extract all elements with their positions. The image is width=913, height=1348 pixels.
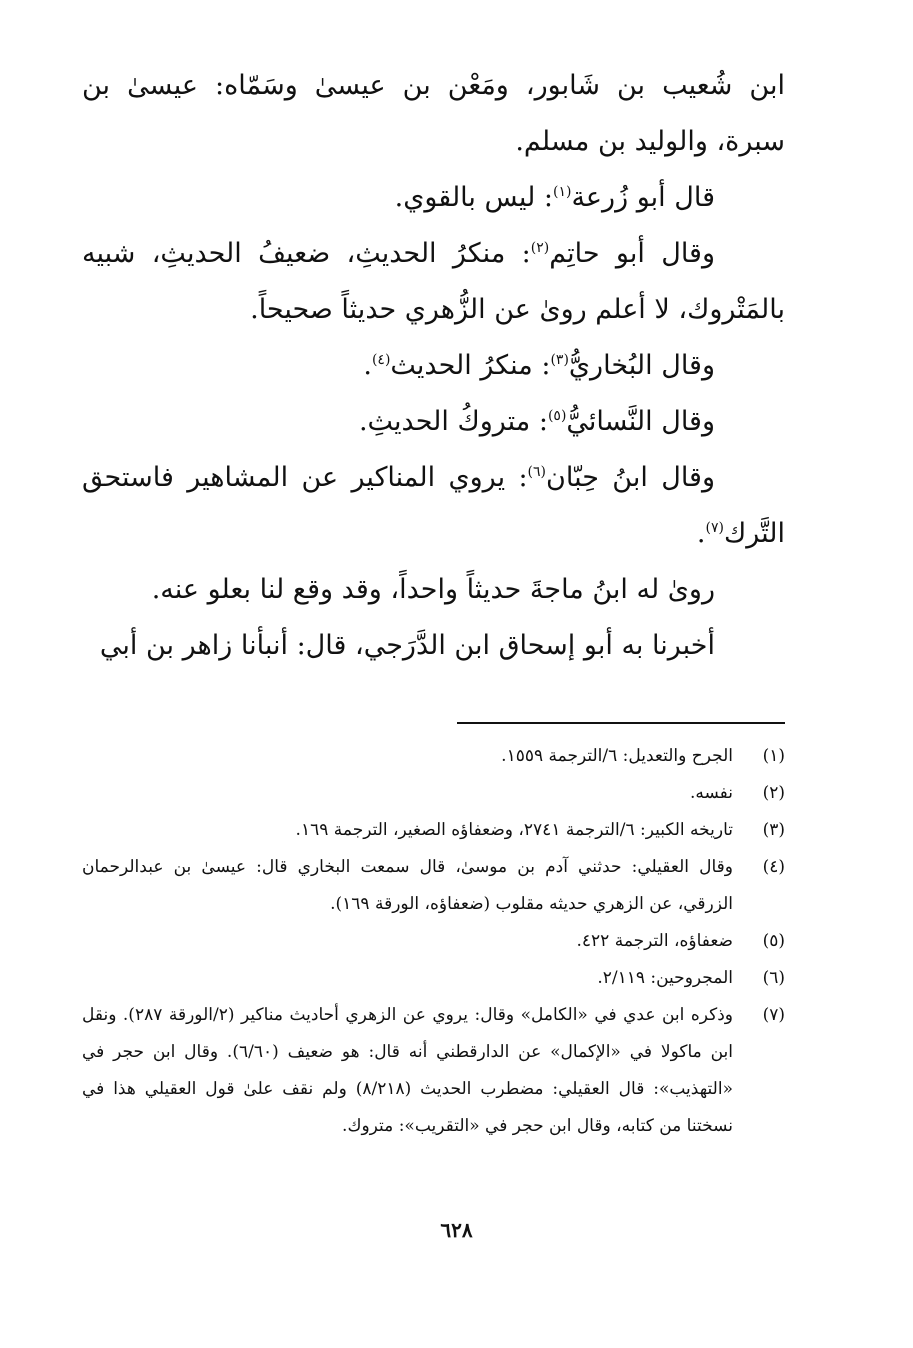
paragraph-text: وقال أبو حاتِم bbox=[549, 238, 715, 269]
footnote-text: وذكره ابن عدي في «الكامل» وقال: يروي عن الزهري أحاديث مناكير (٢/الورقة ٢٨٧). ونقل ابن ماكولا في «الإكمال» عن الدارقطني أنه قال: هو ضعيف (٦/٦٠). وقال ابن حجر في «التهذيب»: قال العقيلي: مضطرب الحديث (٨/٢١٨) ولم نقف علىٰ قول العقيلي هذا في نسختنا من كتابه، وقال ابن حجر في «التقريب»: متروك. bbox=[82, 1005, 734, 1136]
footnote-reference[interactable]: (٧) bbox=[705, 520, 724, 536]
paragraph-text-end: . bbox=[363, 350, 372, 381]
paragraph-text: أخبرنا به أبو إسحاق ابن الدَّرَجي، قال: أنبأنا زاهر بن أبي bbox=[99, 630, 715, 661]
footnote-separator bbox=[457, 722, 785, 724]
paragraph-text-cont: : يروي المناكير عن المشاهير فاستحق التَّرك bbox=[82, 462, 785, 549]
paragraph-text: وقال ابنُ حِبّان bbox=[546, 462, 715, 493]
paragraph-5 bbox=[82, 394, 785, 450]
paragraph-4 bbox=[82, 338, 785, 394]
footnote-reference[interactable]: (١) bbox=[552, 184, 572, 200]
footnote-number: (١) bbox=[762, 746, 785, 766]
paragraph-3 bbox=[82, 226, 785, 338]
footnote-2 bbox=[82, 775, 785, 812]
footnote-reference[interactable]: (٣) bbox=[550, 352, 569, 368]
footnote-7 bbox=[82, 997, 785, 1145]
footnote-number: (٤) bbox=[762, 857, 785, 877]
footnote-text: المجروحين: ٢/١١٩. bbox=[597, 968, 733, 988]
footnote-reference[interactable]: (٥) bbox=[547, 408, 567, 424]
paragraph-6 bbox=[82, 450, 785, 562]
paragraph-2 bbox=[82, 170, 785, 226]
paragraph-text: ابن شُعيب بن شَابور، ومَعْن بن عيسىٰ وسَمّاه: عيسىٰ بن سبرة، والوليد بن مسلم. bbox=[82, 70, 785, 157]
footnote-5 bbox=[82, 923, 785, 960]
paragraph-text-cont: : منكرُ الحديثِ، ضعيفُ الحديثِ، شبيه بالمَتْروك، لا أعلم روىٰ عن الزُّهري حديثاً صحيحاً. bbox=[82, 238, 785, 325]
footnote-number: (٥) bbox=[762, 931, 785, 951]
paragraph-text: روىٰ له ابنُ ماجةَ حديثاً واحداً، وقد وقع لنا بعلو عنه. bbox=[151, 574, 715, 605]
footnote-text: نفسه. bbox=[689, 783, 733, 803]
footnote-text: ضعفاؤه، الترجمة ٤٢٢. bbox=[576, 931, 733, 951]
footnote-number: (٢) bbox=[762, 783, 785, 803]
footnote-3 bbox=[82, 812, 785, 849]
paragraph-text: وقال البُخاريُّ bbox=[568, 350, 715, 381]
paragraph-text: وقال النَّسائيُّ bbox=[566, 406, 715, 437]
paragraph-text-cont: : ليس بالقوي. bbox=[394, 182, 553, 213]
page-number: ٦٢٨ bbox=[440, 1218, 473, 1242]
footnote-reference[interactable]: (٤) bbox=[371, 352, 391, 368]
footnote-reference[interactable]: (٢) bbox=[530, 240, 550, 256]
paragraph-text-cont: : متروكُ الحديثِ. bbox=[358, 406, 548, 437]
footnote-4 bbox=[82, 849, 785, 923]
paragraph-text-cont: : منكرُ الحديث bbox=[390, 350, 551, 381]
footnote-text: الجرح والتعديل: ٦/الترجمة ١٥٥٩. bbox=[501, 746, 733, 766]
paragraph-text: قال أبو زُرعة bbox=[571, 182, 715, 213]
footnotes bbox=[82, 738, 785, 1145]
footnote-number: (٦) bbox=[762, 968, 785, 988]
footnote-number: (٣) bbox=[762, 820, 785, 840]
paragraph-8 bbox=[82, 618, 785, 674]
footnote-reference[interactable]: (٦) bbox=[527, 464, 547, 480]
footnote-6 bbox=[82, 960, 785, 997]
footnote-text: وقال العقيلي: حدثني آدم بن موسىٰ، قال سمعت البخاري قال: عيسىٰ بن عبدالرحمان الزرقي، عن الزهري حديثه مقلوب (ضعفاؤه، الورقة ١٦٩). bbox=[82, 857, 733, 914]
footnote-text: تاريخه الكبير: ٦/الترجمة ٢٧٤١، وضعفاؤه الصغير، الترجمة ١٦٩. bbox=[295, 820, 733, 840]
main-text bbox=[82, 58, 785, 674]
footnote-number: (٧) bbox=[762, 1005, 785, 1025]
paragraph-text-end: . bbox=[696, 518, 706, 549]
paragraph-7 bbox=[82, 562, 785, 618]
footnote-1 bbox=[82, 738, 785, 775]
paragraph-1 bbox=[82, 58, 785, 170]
